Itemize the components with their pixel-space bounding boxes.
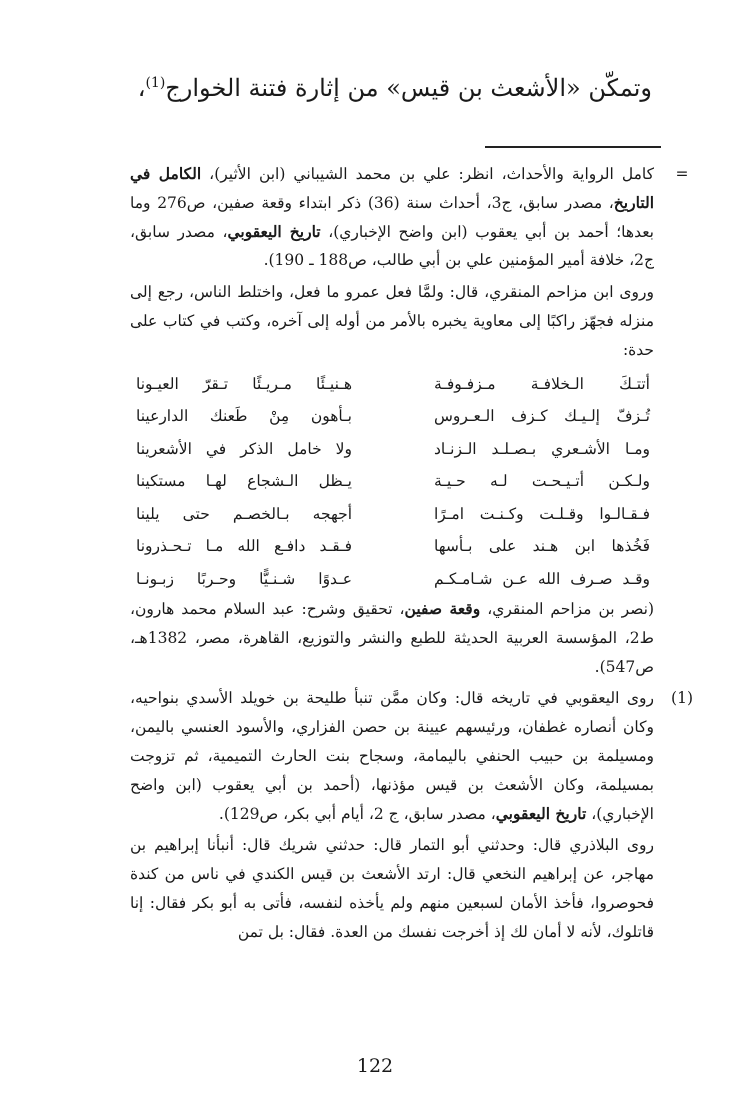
footnote-separator	[485, 146, 661, 148]
note-text: ، تحقيق وشرح: عبد السلام محمد هارون، ط2، المؤسسة العربية الحديثة للطبع والنشر والتوزيع، القاهرة، مصر، 1382هـ، ص547).	[130, 600, 654, 676]
verse-first-half: فَخُذها ابن هـند على بـأسها	[434, 537, 650, 556]
main-text: وتمكّن «الأشعث بن قيس» من إثارة فتنة الخوارج	[165, 74, 652, 102]
continued-footnote	[130, 160, 689, 681]
note-text: روى اليعقوبي في تاريخه قال: وكان ممَّن تنبأ طليحة بن خويلد الأسدي بنواحيه، وكان أنصاره غطفان، ورئيسهم عيينة بن حصن الفزاري، والأسود العنسي باليمن، ومسيلمة بن حبيب الحنفي باليمامة، وسجاح بنت الحارث التميمية، ثم تزوجت بمسيلمة، وكان الأشعث بن قيس مؤذنها، (أحمد بن أبي يعقوب (ابن واضح الإخباري)،	[130, 689, 654, 823]
verse-first-half: فـقـالـوا وقـلـت وكـنـت امـرًا	[434, 504, 650, 523]
poem-verse	[130, 368, 654, 401]
poem-verse	[130, 498, 654, 531]
footnote-reference: (1)	[145, 75, 166, 91]
page-number: 122	[356, 1055, 394, 1077]
note-text: كامل الرواية والأحداث، انظر: علي بن محمد الشيباني (ابن الأثير)،	[201, 165, 654, 183]
verse-second-half: يـظل الـشجاع لهـا مستكينا	[136, 472, 352, 491]
main-text-line	[92, 66, 652, 105]
verse-first-half: وقـد صـرف الله عـن شـامـكـم	[434, 569, 650, 588]
note-paragraph-narration: وروى ابن مزاحم المنقري، قال: ولمَّا فعل عمرو ما فعل، واختلط الناس، رجع إلى منزله فجهّز راكبًا إلى معاوية يخبره بالأمر من أوله إلى آخره، وكتب في كتاب على حدة:	[130, 283, 654, 359]
book-title: تاريخ اليعقوبي	[227, 221, 321, 241]
book-title: تاريخ اليعقوبي	[495, 803, 587, 823]
verse-first-half: أتتـكَ الـخلافـة مـزفـوفـة	[434, 374, 650, 393]
poem-source-citation	[130, 595, 654, 681]
book-title: وقعة صفين	[404, 599, 481, 619]
verse-second-half: عـدوًا شـنـيًّا وحـربًا زبـونـا	[136, 569, 352, 588]
continuation-marker: =	[675, 165, 689, 183]
poem-verse	[130, 400, 654, 433]
verse-second-half: أجهجه بـالخصـم حتى يلينا	[136, 504, 352, 523]
verse-second-half: هـنيـئًا مـريـئًا تـقرّ العيـونا	[136, 374, 352, 393]
verse-second-half: بـأهون مِنْ طَعنك الدارعينا	[136, 407, 352, 426]
note-text: ، مصدر سابق، ج 2، أيام أبي بكر، ص129).	[218, 804, 496, 823]
note-text: (نصر بن مزاحم المنقري،	[480, 600, 654, 619]
footnote-label: (1)	[671, 689, 693, 708]
footnote-paragraph-baladhuri: روى البلاذري قال: وحدثني أبو التمار قال: حدثني شريك قال: أنبأنا إبراهيم بن مهاجر، عن إبراهيم النخعي قال: ارتد الأشعث بن قيس الكندي في ناس من كندة فحوصروا، فأخذ الأمان لسبعين منهم ولم يأخذه لنفسه، فأتى به أبو بكر فقال: إنا قاتلوك، لأنه لا أمان لك إذ أخرجت نفسك من العدة. فقال: بل تمن	[130, 836, 654, 941]
verse-first-half: ولـكـن أتـيـحـت لـه حـيـة	[434, 472, 650, 491]
poem-verse	[130, 530, 654, 563]
book-title: الكامل في التاريخ	[130, 164, 655, 212]
main-trailing-comma: ،	[137, 74, 146, 102]
verse-second-half: فـقـد دافـع الله مـا تـحـذرونا	[136, 537, 352, 556]
verse-first-half: ومـا الأشـعري بـصـلـد الـزنـاد	[434, 439, 650, 458]
verse-first-half: تُـزفّ إلـيـك كـزف الـعـروس	[434, 407, 650, 426]
note-text: ، مصدر سابق، ج2، خلافة أمير المؤمنين علي بن أبي طالب، ص188 ـ 190).	[130, 222, 654, 270]
footnote-1	[130, 684, 693, 946]
verse-second-half: ولا خامل الذكر في الأشعرينا	[136, 439, 352, 458]
footnote-paragraph-yaqubi	[130, 684, 654, 828]
poem	[130, 368, 654, 596]
note-text: ، مصدر سابق، ج3، أحداث سنة (36) ذكر ابتداء وقعة صفين، ص276 وما بعدها؛ أحمد بن أبي يعقوب (ابن واضح الإخباري)،	[130, 193, 654, 241]
poem-verse	[130, 563, 654, 596]
footnotes-area	[130, 160, 693, 950]
poem-verse	[130, 465, 654, 498]
note-paragraph-sources	[130, 160, 654, 275]
poem-verse	[130, 433, 654, 466]
